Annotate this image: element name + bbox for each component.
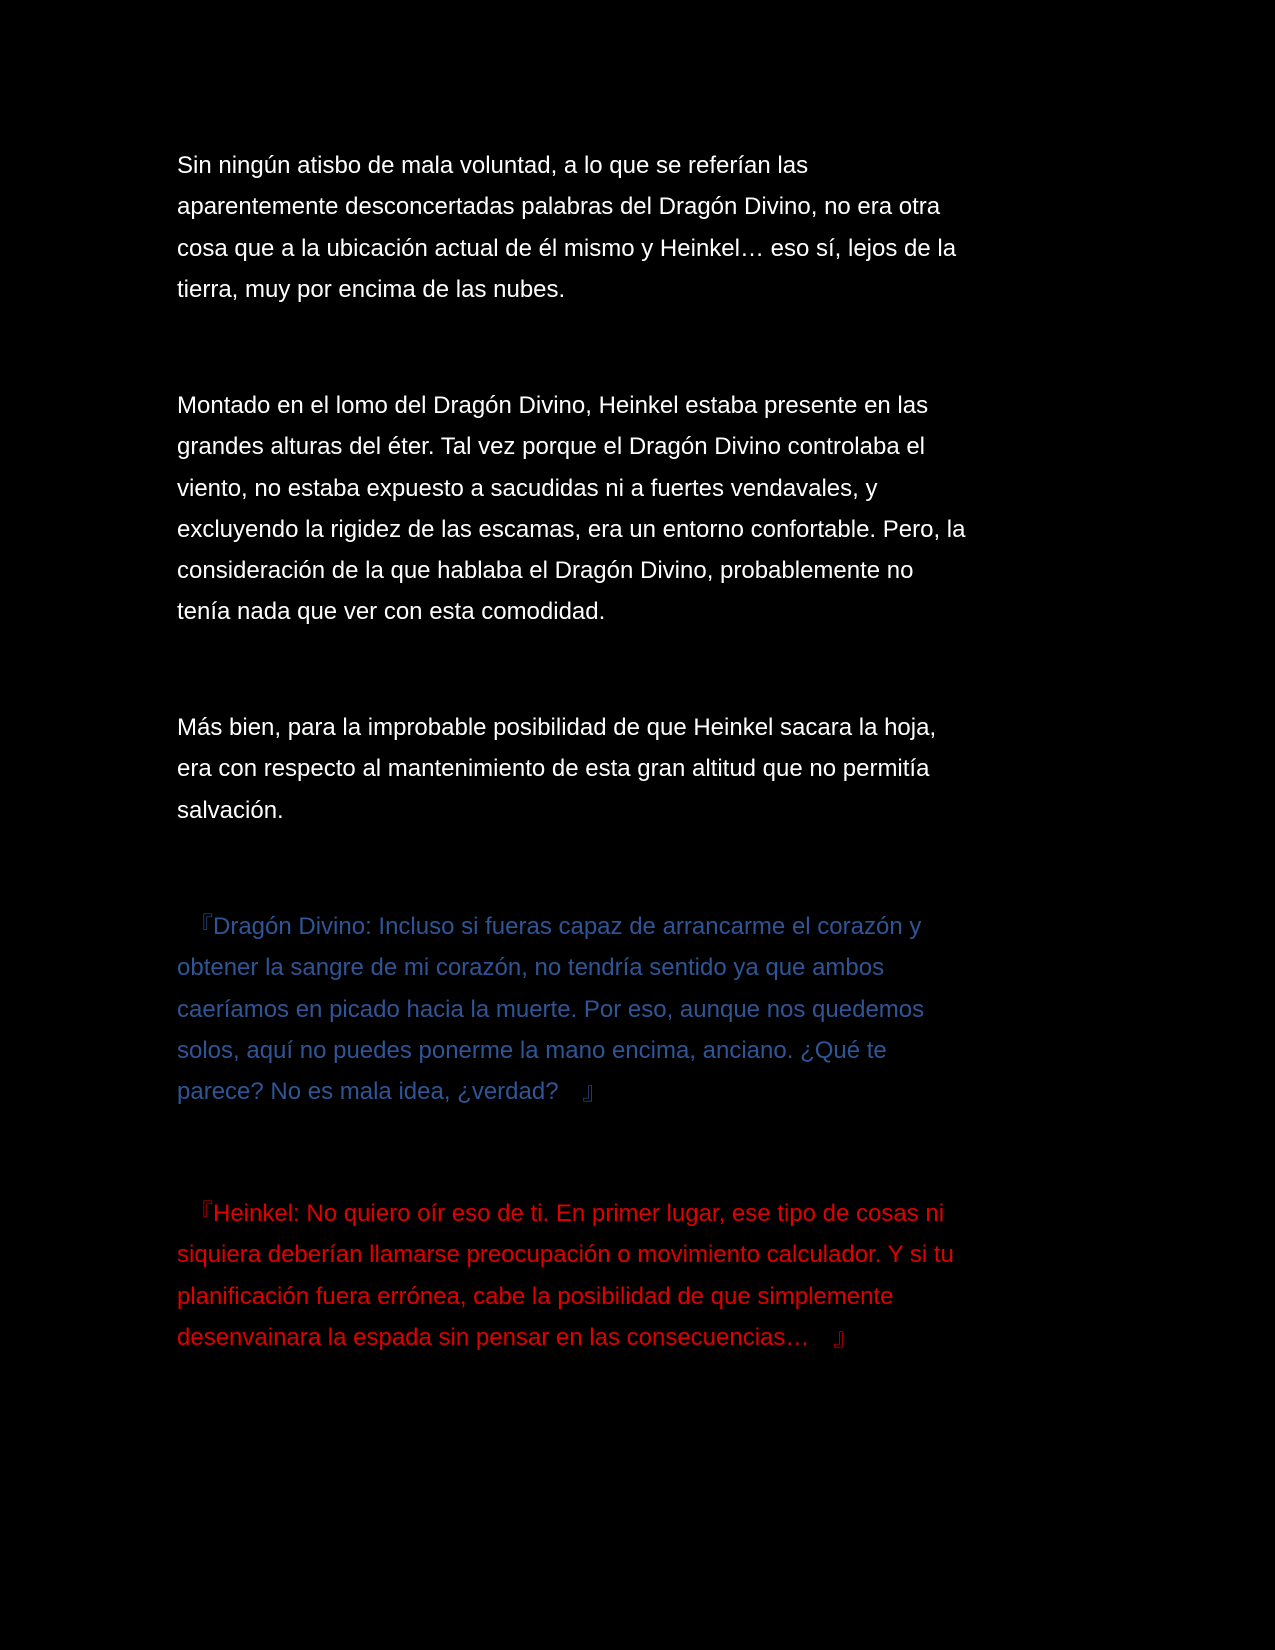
heinkel-dialogue-paragraph: 『Heinkel: No quiero oír eso de ti. En primer lugar, ese tipo de cosas ni siquiera deberían llamarse preocupación o movimiento calculador. Y si tu planificación fuera errónea, cabe la posibilidad de que simplemente desenvainara la espada sin pensar en las consecuencias… 』 bbox=[177, 1200, 954, 1351]
narration-paragraph-1: Sin ningún atisbo de mala voluntad, a lo que se referían las aparentemente desconcertadas palabras del Dragón Divino, no era otra cosa que a la ubicación actual de él mismo y Heinkel… eso sí, lejos de la tierra, muy por encima de las nubes. bbox=[177, 152, 957, 303]
narration-paragraph-2: Montado en el lomo del Dragón Divino, Heinkel estaba presente en las grandes alturas del éter. Tal vez porque el Dragón Divino controlaba el viento, no estaba expuesto a sacudidas ni a fuertes vendavales, y excluyendo la rigidez de las escamas, era un entorno confortable. Pero, la consideración de la que hablaba el Dragón Divino, probablemente no tenía nada que ver con esta comodidad. bbox=[177, 392, 966, 626]
dragon-dialogue-paragraph: 『Dragón Divino: Incluso si fueras capaz de arrancarme el corazón y obtener la sangre de mi corazón, no tendría sentido ya que ambos caeríamos en picado hacia la muerte. Por eso, aunque nos quedemos solos, aquí no puedes ponerme la mano encima, anciano. ¿Qué te parece? No es mala idea, ¿verdad? 』 bbox=[177, 913, 925, 1106]
narration-paragraph-3: Más bien, para la improbable posibilidad de que Heinkel sacara la hoja, era con respecto al mantenimiento de esta gran altitud que no permitía salvación. bbox=[177, 714, 937, 824]
